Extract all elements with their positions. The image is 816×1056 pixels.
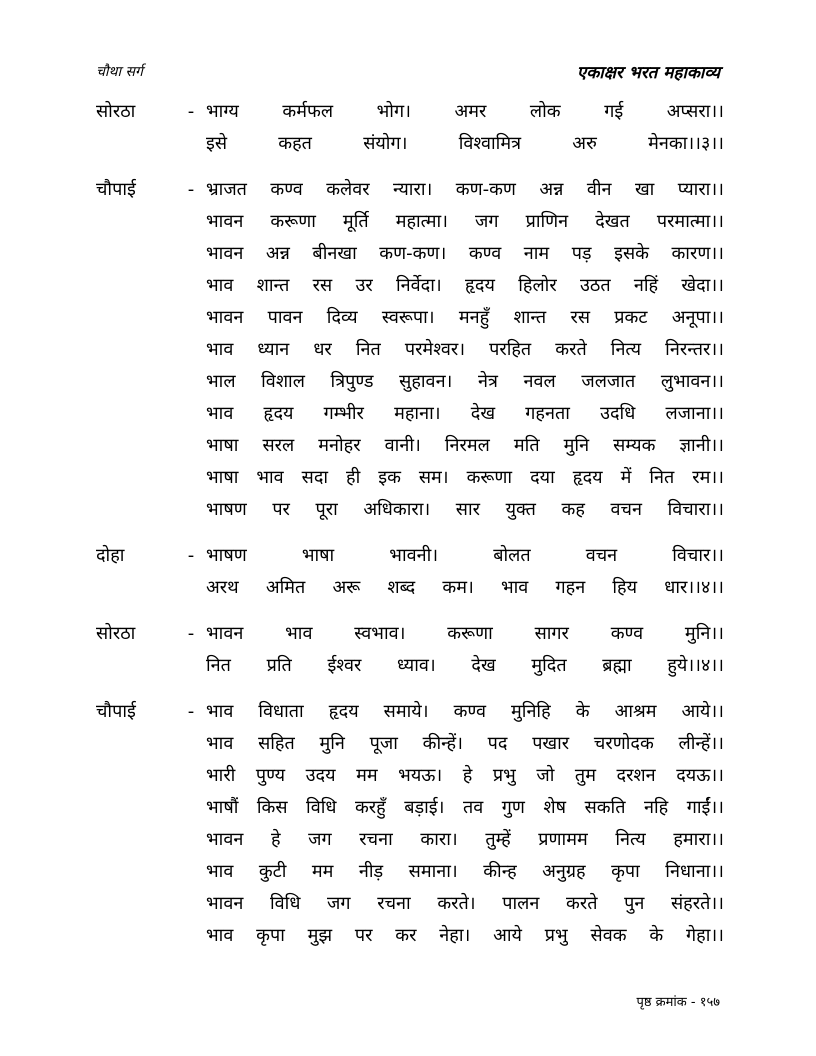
verse-line: अरथ अमित अरू शब्द कम। भाव गहन हिय धार।।४।। xyxy=(206,577,724,598)
verse-line: भाव विधाता हृदय समाये। कण्व मुनिहि के आश्रम आये।। xyxy=(206,701,724,722)
verse-type-label: सोरठा xyxy=(96,623,136,644)
verse-line: भारी पुण्य उदय मम भयऊ। हे प्रभु जो तुम दरशन दयऊ।। xyxy=(206,765,724,786)
verse-lines xyxy=(206,540,724,604)
verse-line: भाव ध्यान धर नित परमेश्वर। परहित करते नित्य निरन्तर।। xyxy=(206,339,724,360)
verse-section-chaupai-1 xyxy=(96,174,724,526)
verse-line: भावन करूणा मूर्ति महात्मा। जग प्राणिन देखत परमात्मा।। xyxy=(206,211,724,232)
verse-line: भाषौं किस विधि करहुँ बड़ाई। तव गुण शेष सकति नहि गाईं।। xyxy=(206,797,724,818)
verse-type-label: चौपाई xyxy=(96,701,136,722)
verse-line: भावन हे जग रचना कारा। तुम्हें प्रणामम नित्य हमारा।। xyxy=(206,829,724,850)
verse-section-doha xyxy=(96,540,724,604)
verse-dash: - xyxy=(187,179,195,200)
verse-dash: - xyxy=(187,545,195,566)
verse-lines xyxy=(206,618,724,682)
verse-line: भाव शान्त रस उर निर्वेदा। हृदय हिलोर उठत नहिं खेदा।। xyxy=(206,275,724,296)
verse-dash: - xyxy=(187,101,195,122)
verse-line: भाषण भाषा भावनी। बोलत वचन विचार।। xyxy=(206,545,724,566)
verse-line: भावन पावन दिव्य स्वरूपा। मनहुँ शान्त रस प्रकट अनूपा।। xyxy=(206,307,724,328)
chapter-title: चौथा सर्ग xyxy=(96,64,143,80)
verse-type-label: दोहा xyxy=(96,545,125,566)
verse-line: भाल विशाल त्रिपुण्ड सुहावन। नेत्र नवल जलजात लुभावन।। xyxy=(206,371,724,392)
verse-line: भ्राजत कण्व कलेवर न्यारा। कण-कण अन्न वीन खा प्यारा।। xyxy=(206,179,724,200)
verse-line: नित प्रति ईश्वर ध्याव। देख मुदित ब्रह्मा हुये।।४।। xyxy=(206,655,724,676)
verse-line: भाव हृदय गम्भीर महाना। देख गहनता उदधि लजाना।। xyxy=(206,403,724,424)
book-title: एकाक्षर भरत महाकाव्य xyxy=(576,63,720,83)
verse-line: भाव सहित मुनि पूजा कीन्हें। पद पखार चरणोदक लीन्हें।। xyxy=(206,733,724,754)
verse-line: इसे कहत संयोग। विश्वामित्र अरु मेनका।।३।। xyxy=(206,133,724,154)
verse-section-soratha-2 xyxy=(96,618,724,682)
verse-line: भाव कृपा मुझ पर कर नेहा। आये प्रभु सेवक के गेहा।। xyxy=(206,925,724,946)
verse-lines xyxy=(206,96,724,160)
verse-line: भावन विधि जग रचना करते। पालन करते पुन संहरते।। xyxy=(206,893,724,914)
verse-line: भावन अन्न बीनखा कण-कण। कण्व नाम पड़ इसके कारण।। xyxy=(206,243,724,264)
verse-dash: - xyxy=(187,623,195,644)
verse-section-chaupai-2 xyxy=(96,696,724,952)
verse-line: भावन भाव स्वभाव। करूणा सागर कण्व मुनि।। xyxy=(206,623,724,644)
verse-line: भाषा सरल मनोहर वानी। निरमल मति मुनि सम्यक ज्ञानी।। xyxy=(206,435,724,456)
verse-section-soratha-1 xyxy=(96,96,724,160)
verse-line: भाषा भाव सदा ही इक सम। करूणा दया हृदय में नित रम।। xyxy=(206,467,724,488)
verse-lines xyxy=(206,174,724,526)
verse-content xyxy=(96,96,724,966)
verse-lines xyxy=(206,696,724,952)
verse-line: भाषण पर पूरा अधिकारा। सार युक्त कह वचन विचारा।। xyxy=(206,499,724,520)
verse-type-label: चौपाई xyxy=(96,179,136,200)
verse-line: भाग्य कर्मफल भोग। अमर लोक गई अप्सरा।। xyxy=(206,101,724,122)
page-number: पृष्ठ क्रमांक - १५७ xyxy=(636,995,720,1010)
verse-type-label: सोरठा xyxy=(96,101,136,122)
verse-line: भाव कुटी मम नीड़ समाना। कीन्ह अनुग्रह कृपा निधाना।। xyxy=(206,861,724,882)
verse-dash: - xyxy=(187,701,195,722)
